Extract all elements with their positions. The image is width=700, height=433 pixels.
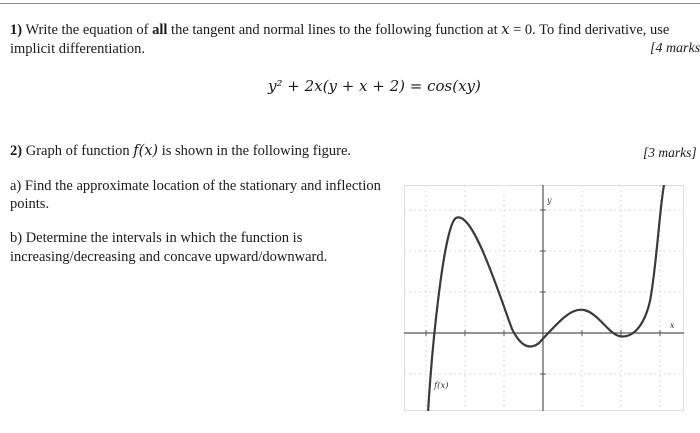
graph-frame xyxy=(405,186,684,411)
question-1-text-a: Write the equation of xyxy=(22,22,153,38)
question-1-text-c: = 0. To find derivative, use xyxy=(509,22,670,38)
question-1-bold-word: all xyxy=(152,22,168,38)
part-b-line-1: b) Determine the intervals in which the function is xyxy=(10,230,303,246)
question-1-equation: y² + 2x(y + x + 2) = cos(xy) xyxy=(268,77,481,95)
question-2-number: 2) xyxy=(10,143,23,159)
curve-label: f(x) xyxy=(434,381,449,391)
y-axis-label: y xyxy=(547,196,552,205)
question-2-text-a: Graph of function xyxy=(22,143,134,159)
question-1-text-b: the tangent and normal lines to the following function at xyxy=(167,22,502,38)
question-2-marks: [3 marks] xyxy=(643,145,697,160)
question-1-line-2: implicit differentiation. xyxy=(10,41,146,57)
top-divider xyxy=(0,3,700,4)
question-2-line xyxy=(10,143,351,160)
question-2-function: f(x) xyxy=(133,143,159,159)
question-1-marks: [4 marks xyxy=(650,41,700,56)
question-1-line-1 xyxy=(10,22,669,39)
question-2-text-b: is shown in the following figure. xyxy=(158,143,352,159)
part-b-line-2: increasing/decreasing and concave upward/downward. xyxy=(10,249,328,265)
part-a-line-2: points. xyxy=(10,196,50,212)
function-graph xyxy=(404,185,684,411)
x-axis-label: x xyxy=(670,321,675,330)
question-1-variable: x xyxy=(501,22,510,38)
question-1-number: 1) xyxy=(10,22,23,38)
part-a-line-1: a) Find the approximate location of the stationary and inflection xyxy=(10,178,381,194)
